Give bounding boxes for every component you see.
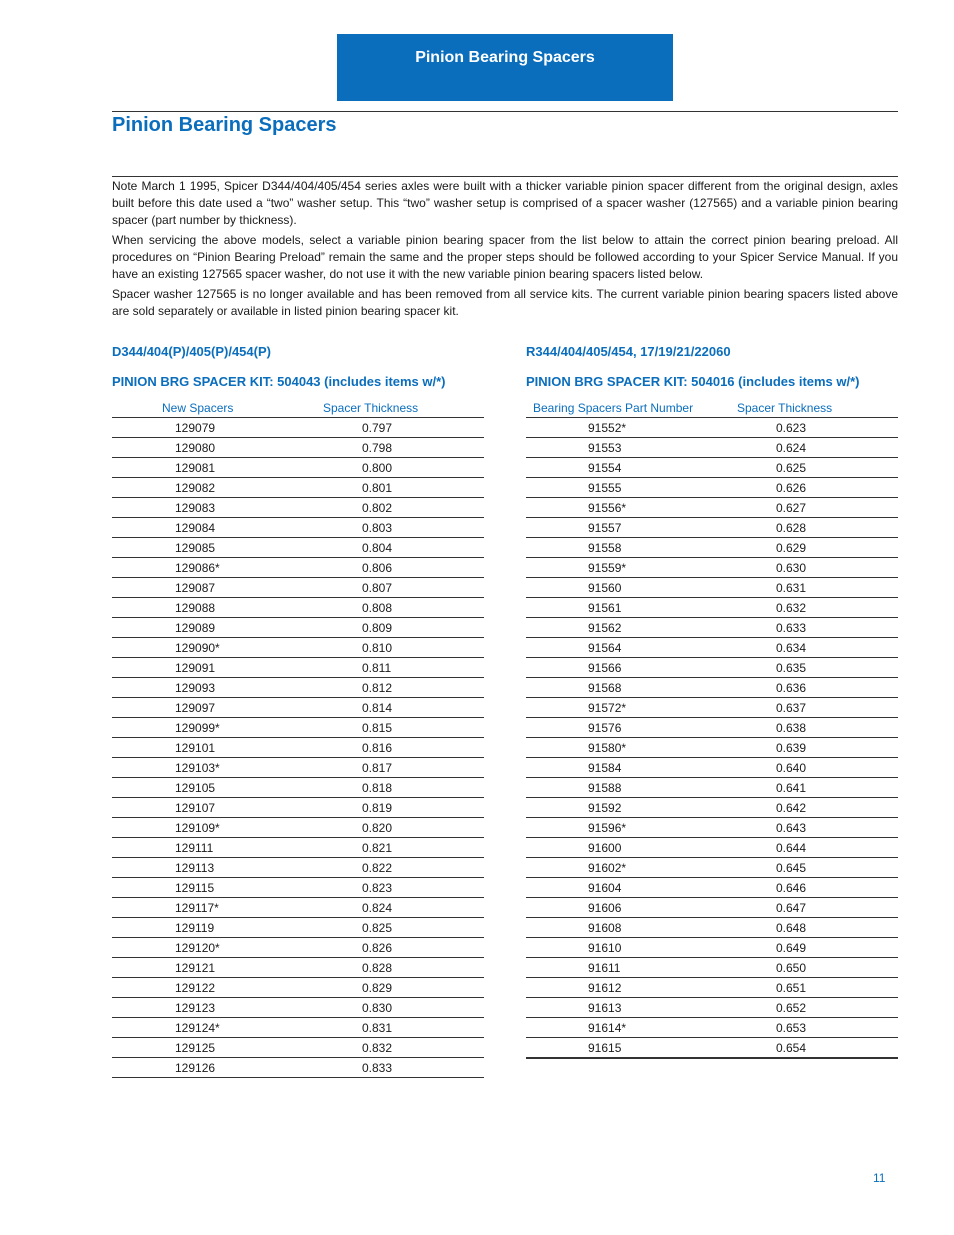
thickness-cell: 0.653 [737, 1018, 898, 1038]
part-number-cell: 91592 [526, 798, 737, 818]
part-number-cell: 129091 [112, 658, 323, 678]
thickness-cell: 0.817 [323, 758, 484, 778]
table-row [526, 1038, 898, 1059]
table-row [526, 638, 898, 658]
left-model-heading: D344/404(P)/405(P)/454(P) [112, 344, 271, 359]
thickness-cell: 0.812 [323, 678, 484, 698]
part-number-cell: 129126 [112, 1058, 323, 1078]
thickness-cell: 0.819 [323, 798, 484, 818]
table-row [526, 758, 898, 778]
part-number-cell: 91564 [526, 638, 737, 658]
thickness-cell: 0.823 [323, 878, 484, 898]
part-number-cell: 91615 [526, 1038, 737, 1059]
thickness-cell: 0.826 [323, 938, 484, 958]
column-header-part-number: Bearing Spacers Part Number [526, 399, 737, 418]
right-spacer-section [526, 343, 898, 1059]
table-row [526, 738, 898, 758]
page-title: Pinion Bearing Spacers [112, 114, 337, 136]
part-number-cell: 91553 [526, 438, 737, 458]
part-number-cell: 129101 [112, 738, 323, 758]
section-tab-label: Pinion Bearing Spacers [415, 49, 595, 66]
part-number-cell: 91580* [526, 738, 737, 758]
part-number-cell: 129087 [112, 578, 323, 598]
part-number-cell: 91606 [526, 898, 737, 918]
left-spacer-section [112, 343, 484, 1078]
part-number-cell: 91584 [526, 758, 737, 778]
thickness-cell: 0.626 [737, 478, 898, 498]
part-number-cell: 129107 [112, 798, 323, 818]
thickness-cell: 0.631 [737, 578, 898, 598]
table-row [112, 978, 484, 998]
table-row [112, 1038, 484, 1058]
part-number-cell: 129122 [112, 978, 323, 998]
table-row [526, 498, 898, 518]
part-number-cell: 129125 [112, 1038, 323, 1058]
thickness-cell: 0.648 [737, 918, 898, 938]
table-row [112, 578, 484, 598]
top-divider [112, 111, 898, 112]
table-row [526, 458, 898, 478]
thickness-cell: 0.800 [323, 458, 484, 478]
table-row [112, 638, 484, 658]
thickness-cell: 0.832 [323, 1038, 484, 1058]
thickness-cell: 0.808 [323, 598, 484, 618]
table-row [526, 858, 898, 878]
part-number-cell: 129111 [112, 838, 323, 858]
table-row [526, 438, 898, 458]
part-number-cell: 129119 [112, 918, 323, 938]
part-number-cell: 91558 [526, 538, 737, 558]
part-number-cell: 129093 [112, 678, 323, 698]
part-number-cell: 129105 [112, 778, 323, 798]
thickness-cell: 0.821 [323, 838, 484, 858]
table-row [526, 698, 898, 718]
thickness-cell: 0.642 [737, 798, 898, 818]
table-row [112, 498, 484, 518]
table-row [112, 778, 484, 798]
table-row [112, 818, 484, 838]
part-number-cell: 91554 [526, 458, 737, 478]
column-header-thickness: Spacer Thickness [737, 399, 898, 418]
table-row [112, 438, 484, 458]
table-row [112, 998, 484, 1018]
table-row [526, 778, 898, 798]
thickness-cell: 0.629 [737, 538, 898, 558]
table-row [526, 978, 898, 998]
part-number-cell: 129083 [112, 498, 323, 518]
table-row [112, 738, 484, 758]
table-row [526, 538, 898, 558]
thickness-cell: 0.815 [323, 718, 484, 738]
thickness-cell: 0.650 [737, 958, 898, 978]
part-number-cell: 129088 [112, 598, 323, 618]
table-row [112, 918, 484, 938]
thickness-cell: 0.645 [737, 858, 898, 878]
thickness-cell: 0.825 [323, 918, 484, 938]
right-spacer-table [526, 399, 898, 1059]
column-header-thickness: Spacer Thickness [323, 399, 484, 418]
thickness-cell: 0.811 [323, 658, 484, 678]
notes-divider [112, 176, 898, 177]
table-header-row [526, 399, 898, 418]
thickness-cell: 0.652 [737, 998, 898, 1018]
part-number-cell: 91608 [526, 918, 737, 938]
part-number-cell: 91556* [526, 498, 737, 518]
part-number-cell: 91602* [526, 858, 737, 878]
thickness-cell: 0.647 [737, 898, 898, 918]
table-row [526, 918, 898, 938]
thickness-cell: 0.634 [737, 638, 898, 658]
part-number-cell: 129120* [112, 938, 323, 958]
thickness-cell: 0.644 [737, 838, 898, 858]
thickness-cell: 0.633 [737, 618, 898, 638]
table-row [112, 838, 484, 858]
part-number-cell: 91576 [526, 718, 737, 738]
table-row [112, 938, 484, 958]
table-row [112, 518, 484, 538]
table-row [112, 698, 484, 718]
part-number-cell: 129090* [112, 638, 323, 658]
part-number-cell: 91561 [526, 598, 737, 618]
table-row [526, 418, 898, 438]
thickness-cell: 0.627 [737, 498, 898, 518]
table-row [526, 898, 898, 918]
thickness-cell: 0.816 [323, 738, 484, 758]
table-row [526, 958, 898, 978]
table-row [526, 598, 898, 618]
part-number-cell: 91613 [526, 998, 737, 1018]
part-number-cell: 91604 [526, 878, 737, 898]
part-number-cell: 129113 [112, 858, 323, 878]
part-number-cell: 91555 [526, 478, 737, 498]
thickness-cell: 0.804 [323, 538, 484, 558]
table-row [526, 558, 898, 578]
thickness-cell: 0.820 [323, 818, 484, 838]
thickness-cell: 0.831 [323, 1018, 484, 1038]
table-row [112, 1058, 484, 1078]
part-number-cell: 129109* [112, 818, 323, 838]
table-row [526, 798, 898, 818]
table-row [526, 878, 898, 898]
part-number-cell: 129086* [112, 558, 323, 578]
thickness-cell: 0.624 [737, 438, 898, 458]
part-number-cell: 91610 [526, 938, 737, 958]
thickness-cell: 0.651 [737, 978, 898, 998]
table-row [112, 598, 484, 618]
part-number-cell: 91600 [526, 838, 737, 858]
part-number-cell: 91552* [526, 418, 737, 438]
thickness-cell: 0.641 [737, 778, 898, 798]
part-number-cell: 91588 [526, 778, 737, 798]
right-model-heading: R344/404/405/454, 17/19/21/22060 [526, 344, 731, 359]
thickness-cell: 0.829 [323, 978, 484, 998]
table-row [526, 718, 898, 738]
part-number-cell: 91596* [526, 818, 737, 838]
thickness-cell: 0.806 [323, 558, 484, 578]
table-row [112, 718, 484, 738]
left-spacer-table [112, 399, 484, 1078]
thickness-cell: 0.810 [323, 638, 484, 658]
table-row [112, 758, 484, 778]
table-row [526, 578, 898, 598]
table-row [526, 838, 898, 858]
right-kit-heading: PINION BRG SPACER KIT: 504016 (includes items w/*) [526, 374, 860, 389]
thickness-cell: 0.814 [323, 698, 484, 718]
thickness-cell: 0.639 [737, 738, 898, 758]
thickness-cell: 0.833 [323, 1058, 484, 1078]
table-row [112, 658, 484, 678]
thickness-cell: 0.638 [737, 718, 898, 738]
page-number: 11 [873, 1171, 886, 1185]
table-row [112, 898, 484, 918]
thickness-cell: 0.632 [737, 598, 898, 618]
part-number-cell: 91562 [526, 618, 737, 638]
thickness-cell: 0.824 [323, 898, 484, 918]
notes-block [112, 178, 898, 323]
table-row [112, 458, 484, 478]
part-number-cell: 129103* [112, 758, 323, 778]
left-table-body [112, 418, 484, 1078]
section-tab [337, 34, 673, 101]
thickness-cell: 0.822 [323, 858, 484, 878]
part-number-cell: 129099* [112, 718, 323, 738]
table-row [112, 558, 484, 578]
thickness-cell: 0.801 [323, 478, 484, 498]
table-row [112, 798, 484, 818]
part-number-cell: 91560 [526, 578, 737, 598]
thickness-cell: 0.654 [737, 1038, 898, 1059]
thickness-cell: 0.640 [737, 758, 898, 778]
table-row [112, 958, 484, 978]
note-paragraph: When servicing the above models, select a variable pinion bearing spacer from the list below to attain the correct pinion bearing preload. All procedures on “Pinion Bearing Preload” remain the same and the proper steps should be followed according to your Spicer Service Manual. If you have an existing 127565 spacer washer, do not use it with the new variable pinion bearing spacers listed below. [112, 233, 898, 281]
table-row [526, 818, 898, 838]
thickness-cell: 0.803 [323, 518, 484, 538]
part-number-cell: 91568 [526, 678, 737, 698]
table-header-row [112, 399, 484, 418]
thickness-cell: 0.807 [323, 578, 484, 598]
thickness-cell: 0.830 [323, 998, 484, 1018]
table-row [112, 618, 484, 638]
right-table-body [526, 418, 898, 1059]
thickness-cell: 0.628 [737, 518, 898, 538]
thickness-cell: 0.818 [323, 778, 484, 798]
part-number-cell: 91611 [526, 958, 737, 978]
column-header-new-spacers: New Spacers [112, 399, 323, 418]
note-paragraph: Note March 1 1995, Spicer D344/404/405/454 series axles were built with a thicker variable pinion spacer different from the original design, axles built before this date used a “two” washer setup. This “two” washer setup is comprised of a spacer washer (127565) and a variable pinion bearing spacer (part number by thickness). [112, 179, 898, 227]
thickness-cell: 0.797 [323, 418, 484, 438]
part-number-cell: 129089 [112, 618, 323, 638]
table-row [112, 858, 484, 878]
thickness-cell: 0.625 [737, 458, 898, 478]
thickness-cell: 0.643 [737, 818, 898, 838]
table-row [526, 658, 898, 678]
thickness-cell: 0.635 [737, 658, 898, 678]
thickness-cell: 0.646 [737, 878, 898, 898]
thickness-cell: 0.636 [737, 678, 898, 698]
table-row [526, 518, 898, 538]
thickness-cell: 0.802 [323, 498, 484, 518]
part-number-cell: 91566 [526, 658, 737, 678]
table-row [112, 478, 484, 498]
part-number-cell: 91557 [526, 518, 737, 538]
thickness-cell: 0.630 [737, 558, 898, 578]
part-number-cell: 91612 [526, 978, 737, 998]
table-row [526, 478, 898, 498]
part-number-cell: 129085 [112, 538, 323, 558]
thickness-cell: 0.798 [323, 438, 484, 458]
part-number-cell: 129084 [112, 518, 323, 538]
part-number-cell: 91559* [526, 558, 737, 578]
table-row [112, 538, 484, 558]
part-number-cell: 91614* [526, 1018, 737, 1038]
part-number-cell: 129115 [112, 878, 323, 898]
thickness-cell: 0.637 [737, 698, 898, 718]
part-number-cell: 129123 [112, 998, 323, 1018]
table-row [526, 938, 898, 958]
table-row [112, 418, 484, 438]
part-number-cell: 129082 [112, 478, 323, 498]
thickness-cell: 0.623 [737, 418, 898, 438]
note-paragraph: Spacer washer 127565 is no longer available and has been removed from all service kits. The current variable pinion bearing spacers listed above are sold separately or available in listed pinion bearing spacer kit. [112, 287, 898, 318]
part-number-cell: 129080 [112, 438, 323, 458]
part-number-cell: 129079 [112, 418, 323, 438]
table-row [112, 878, 484, 898]
table-row [526, 678, 898, 698]
table-row [526, 1018, 898, 1038]
thickness-cell: 0.809 [323, 618, 484, 638]
thickness-cell: 0.828 [323, 958, 484, 978]
part-number-cell: 129124* [112, 1018, 323, 1038]
left-kit-heading: PINION BRG SPACER KIT: 504043 (includes items w/*) [112, 374, 446, 389]
table-row [526, 998, 898, 1018]
thickness-cell: 0.649 [737, 938, 898, 958]
part-number-cell: 129121 [112, 958, 323, 978]
part-number-cell: 129117* [112, 898, 323, 918]
part-number-cell: 91572* [526, 698, 737, 718]
part-number-cell: 129081 [112, 458, 323, 478]
table-row [112, 1018, 484, 1038]
table-row [526, 618, 898, 638]
part-number-cell: 129097 [112, 698, 323, 718]
table-row [112, 678, 484, 698]
